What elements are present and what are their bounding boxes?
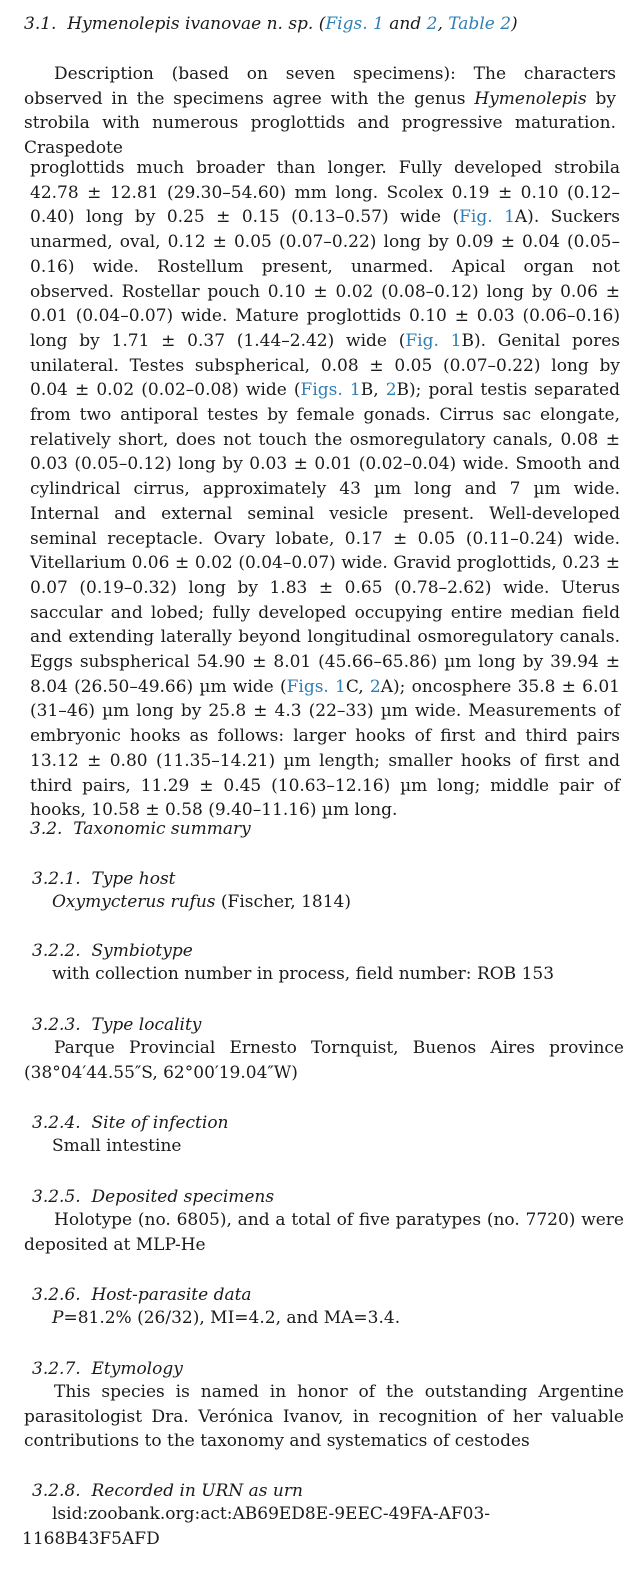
figure-link[interactable]: Figs. 1 [300, 380, 361, 401]
figure-link[interactable]: Fig. 1 [405, 330, 462, 351]
subsection-urn [22, 1480, 624, 1551]
subsection-title: 3.2.1. Type host [32, 869, 176, 889]
subsection-title: 3.2.2. Symbiotype [32, 941, 193, 961]
figure-link[interactable]: Fig. 1 [459, 207, 515, 228]
subsection-type-locality: 3.2.3. Type locality Parque Provincial Ernesto Tornquist, Buenos Aires province (38°04′44.55″S, 62°00′19.04″W) [24, 1015, 624, 1083]
table-link[interactable]: Table 2 [448, 14, 512, 34]
species-name: Hymenolepis ivanovae n. sp. [67, 14, 314, 34]
subsection-etymology: 3.2.7. Etymology This species is named in honor of the outstanding Argentine parasitologist Dra. Verónica Ivanov, in recognition of her valuable contributions to the taxonomy and systematics of cestodes [24, 1359, 624, 1451]
description-intro: Description (based on seven specimens): The characters observed in the specimens agree with the genus Hymenolepis by strobila with numerous proglottids and progressive maturation. Craspedote [24, 64, 617, 159]
zoobank-urn: lsid:zoobank.org:act:AB69ED8E-9EEC-49FA-AF03-1168B43F5AFD [22, 1504, 491, 1549]
figure-link[interactable]: 2 [369, 676, 381, 697]
subsection-title: 3.2.3. Type locality [32, 1015, 202, 1035]
subsection-title: 3.2.8. Recorded in URN as urn [32, 1481, 303, 1501]
figure-link[interactable]: 2 [385, 380, 397, 401]
genus-name: Hymenolepis [474, 88, 587, 109]
host-species: Oxymycterus rufus [52, 892, 216, 912]
taxonomic-summary-heading: 3.2. Taxonomic summary [30, 819, 251, 839]
description-body: proglottids much broader than longer. Fully developed strobila 42.78 ± 12.81 (29.30–54.60) mm long. Scolex 0.19 ± 0.10 (0.12–0.40) long by 0.25 ± 0.15 (0.13–0.57) wide (Fig. 1A). Suckers unarmed, oval, 0.12 ± 0.05 (0.07–0.22) long by 0.09 ± 0.04 (0.05–0.16) wide. Rostellum present, unarmed. Apical organ not observed. Rostellar pouch 0.10 ± 0.02 (0.08–0.12) long by 0.06 ± 0.01 (0.04–0.07) wide. Mature proglottids 0.10 ± 0.03 (0.06–0.16) long by 1.71 ± 0.37 (1.44–2.42) wide (Fig. 1B). Genital pores unilateral. Testes subspherical, 0.08 ± 0.05 (0.07–0.22) long by 0.04 ± 0.02 (0.02–0.08) wide (Figs. 1B, 2B); poral testis separated from two antiporal testes by female gonads. Cirrus sac elongate, relatively short, does not touch the osmoregulatory canals, 0.08 ± 0.03 (0.05–0.12) long by 0.03 ± 0.01 (0.02–0.04) wide. Smooth and cylindrical cirrus, approximately 43 µm long and 7 µm wide. Internal and external seminal vesicle present. Well-developed seminal receptacle. Ovary lobate, 0.17 ± 0.05 (0.11–0.24) wide. Vitellarium 0.06 ± 0.02 (0.04–0.07) wide. Gravid proglottids, 0.23 ± 0.07 (0.19–0.32) long by 1.83 ± 0.65 (0.78–2.62) wide. Uterus saccular and lobed; fully developed occupying entire median field and extending laterally beyond longitudinal osmoregulatory canals. Eggs subspherical 54.90 ± 8.01 (45.66–65.86) µm long by 39.94 ± 8.04 (26.50–49.66) µm wide (Figs. 1C, 2A); oncosphere 35.8 ± 6.01 (31–46) µm long by 25.8 ± 4.3 (22–33) µm wide. Measurements of embryonic hooks as follows: larger hooks of first and third pairs 13.12 ± 0.80 (11.35–14.21) µm length; smaller hooks of first and third pairs, 11.29 ± 0.45 (10.63–12.16) µm long; middle pair of hooks, 10.58 ± 0.58 (9.40–11.16) µm long. [30, 158, 621, 821]
subsection-title: 3.2.7. Etymology [32, 1359, 183, 1379]
figure-link[interactable]: 2 [426, 14, 438, 34]
subsection-title: 3.2.4. Site of infection [32, 1113, 229, 1133]
subsection-symbiotype: 3.2.2. Symbiotype with collection number in process, field number: ROB 153 [32, 940, 624, 987]
section-number: 3.1. [24, 14, 57, 34]
subsection-deposited-specimens: 3.2.5. Deposited specimens Holotype (no. 6805), and a total of five paratypes (no. 7720) were deposited at MLP-He [24, 1187, 624, 1255]
section-heading: 3.1. Hymenolepis ivanovae n. sp. (Figs. 1 and 2, Table 2) [24, 14, 518, 34]
subsection-host-parasite-data: 3.2.6. Host-parasite data P=81.2% (26/32), MI=4.2, and MA=3.4. [32, 1284, 624, 1331]
figure-link[interactable]: Figs. 1 [286, 676, 346, 697]
subsection-type-host: 3.2.1. Type host Oxymycterus rufus (Fischer, 1814) [32, 868, 624, 915]
subsection-site-of-infection: 3.2.4. Site of infection Small intestine [32, 1112, 624, 1159]
figure-link[interactable]: Figs. 1 [325, 14, 384, 34]
subsection-title: 3.2.6. Host-parasite data [32, 1285, 252, 1305]
subsection-title: 3.2.5. Deposited specimens [32, 1187, 275, 1207]
